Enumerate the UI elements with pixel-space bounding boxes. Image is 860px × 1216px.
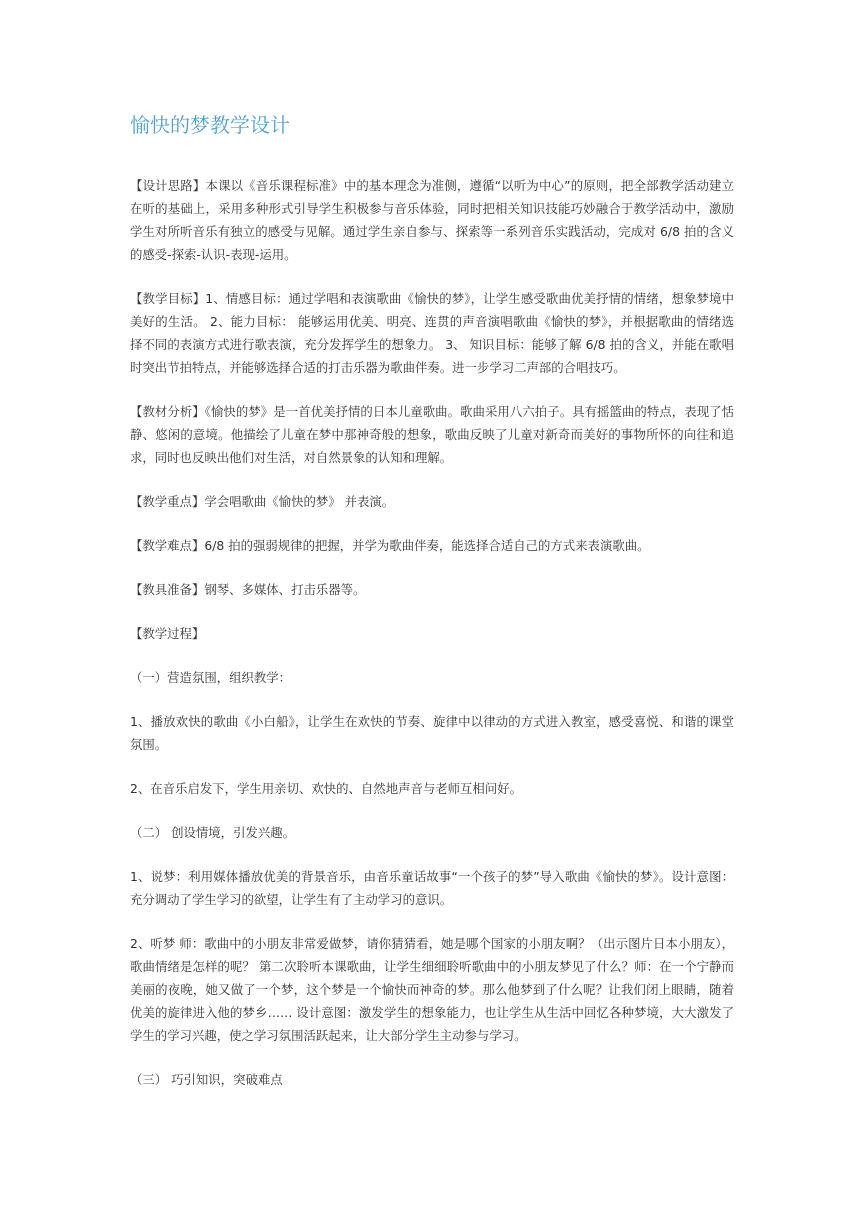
- paragraph-section-two-heading: （二） 创设情境，引发兴趣。: [130, 825, 296, 840]
- paragraph-section-two-item-2: 2、听梦 师：歌曲中的小朋友非常爱做梦，请你猜猜看，她是哪个国家的小朋友啊？（出示图片日本小朋友），歌曲情绪是怎样的呢？ 第二次聆听本课歌曲，让学生细细聆听歌曲中的小朋友梦见了什么？师：在一个宁静而美丽的夜晚，她又做了一个梦，这个梦是一个愉快而神奇的梦。那么他梦到了什么呢？让我们闭上眼睛，随着优美的旋律进入他的梦乡…… 设计意图：激发学生的想象能力，也让学生从生活中回忆各种梦境，大大激发了学生的学习兴趣，使之学习氛围活跃起来，让大部分学生主动参与学习。: [130, 936, 734, 1043]
- paragraph-section-three-heading: （三） 巧引知识，突破难点: [130, 1072, 283, 1087]
- paragraph-section-one-item-2: 2、在音乐启发下，学生用亲切、欢快的、自然地声音与老师互相问好。: [130, 781, 522, 796]
- document-page: [130, 110, 734, 1112]
- paragraph-material-analysis: 【教材分析】《愉快的梦》是一首优美抒情的日本儿童歌曲。歌曲采用八六拍子。具有摇篮曲的特点，表现了恬静、悠闲的意境。他描绘了儿童在梦中那神奇般的想象，歌曲反映了儿童对新奇而美好的事物所怀的向往和追求，同时也反映出他们对生活，对自然景象的认知和理解。: [130, 404, 734, 465]
- paragraph-section-two-item-1: 1、说梦：利用媒体播放优美的背景音乐，由音乐童话故事“一个孩子的梦”导入歌曲《愉快的梦》。设计意图：充分调动了学生学习的欲望，让学生有了主动学习的意识。: [130, 869, 734, 907]
- paragraph-teaching-aids: 【教具准备】钢琴、多媒体、打击乐器等。: [130, 582, 366, 597]
- paragraph-design-idea: 【设计思路】本课以《音乐课程标准》中的基本理念为准侧，遵循“以听为中心”的原则，把全部教学活动建立在听的基础上，采用多种形式引导学生积极参与音乐体验，同时把相关知识技能巧妙融合于教学活动中，激励学生对所听音乐有独立的感受与见解。通过学生亲自参与、探索等一系列音乐实践活动，完成对 6/8 拍的含义的感受-探索-认识-表现-运用。: [130, 178, 734, 262]
- paragraph-difficulties: 【教学难点】6/8 拍的强弱规律的把握，并学为歌曲伴奏，能选择合适自己的方式来表演歌曲。: [130, 538, 650, 553]
- paragraph-section-one-item-1: 1、播放欢快的歌曲《小白船》，让学生在欢快的节奏、旋律中以律动的方式进入教室，感受喜悦、和谐的课堂氛围。: [130, 714, 734, 752]
- paragraph-key-points: 【教学重点】学会唱歌曲《愉快的梦》 并表演。: [130, 494, 395, 509]
- paragraph-process-heading: 【教学过程】: [130, 626, 205, 641]
- paragraph-teaching-goals: 【教学目标】1、情感目标：通过学唱和表演歌曲《愉快的梦》，让学生感受歌曲优美抒情的情绪，想象梦境中美好的生活。 2、能力目标： 能够运用优美、明亮、连贯的声音演唱歌曲《愉快的梦》，并根据歌曲的情绪选择不同的表演方式进行歌表演，充分发挥学生的想象力。 3、 知识目标：能够了解 6/8 拍的含义，并能在歌唱时突出节拍特点，并能够选择合适的打击乐器为歌曲伴奏。进一步学习二声部的合唱技巧。: [130, 291, 734, 375]
- paragraph-section-one-heading: （一）营造氛围，组织教学：: [130, 670, 292, 685]
- document-title: 愉快的梦教学设计: [130, 113, 290, 137]
